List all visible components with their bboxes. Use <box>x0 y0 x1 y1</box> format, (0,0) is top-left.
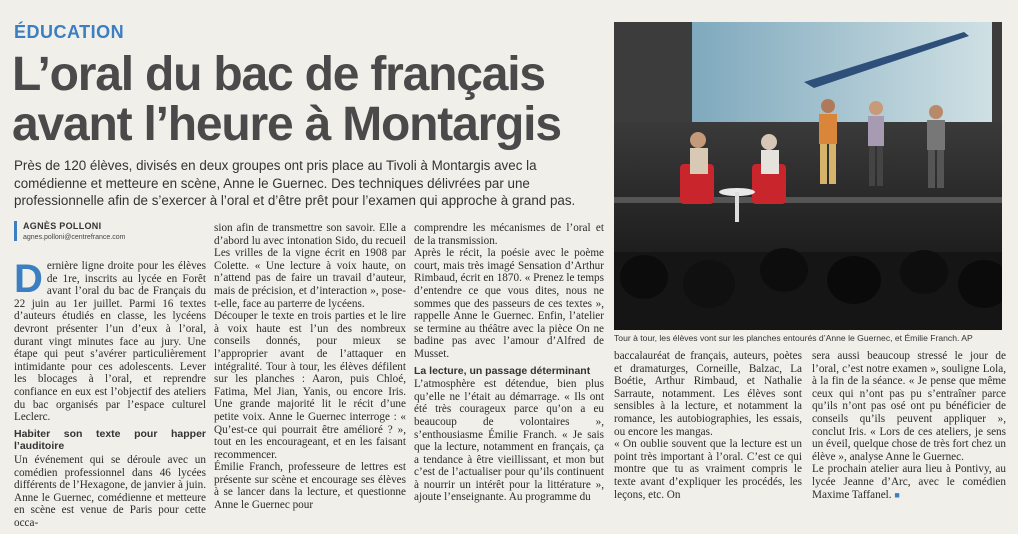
body-paragraph: Découper le texte en trois parties et le lire à voix haute est l’un des nombreux conseils donnés, pour mieux se l’approprier avant de l’attaquer en intégralité. Tour à tour, les élèves défilent sur les planches : Aaron, puis Chloé, Fatima, Mel Jian, Yanis, ou encore Iris. Une grande majorité lit le récit d’une petite voix. Anne le Guernec interroge : « Qu’est-ce qui pourrait être amélioré ? », tout en les encourageant, et en les faisant recommencer. <box>214 310 406 461</box>
lead-paragraph: Près de 120 élèves, divisés en deux groupes ont pris place au Tivoli à Montargis avec la comédienne et metteure en scène, Anne le Guernec. Des techniques délivrées par une professionnelle afin de s’exercer à l’oral et d’être prêt pour l’examen qui approche à grand pas. <box>14 158 576 209</box>
body-paragraph: sera aussi beaucoup stressé le jour de l’oral, c’est notre examen », souligne Lola, à la fin de la séance. « Je pense que même ceux qui n’ont pas pu s’entraîner parce qu’ils n’ont pas osé ont pu bénéficier de conseils qu’ils peuvent appliquer », conclut Iris. « Lors de ces ateliers, je sens un éveil, quelque chose de très fort chez un élève », analyse Anne le Guernec. <box>812 350 1006 463</box>
article-column-3 <box>414 222 604 532</box>
intro-paragraph: ernière ligne droite pour les élèves de 1re, inscrits au lycée en Forêt avant l’oral du bac de Français du 22 juin au 1er juillet. Parmi 16 textes d’auteurs étudiés en classe, les lycéens devront présenter l’un d’eux à l’oral, durant vingt minutes face au jury. Une étape qui peut s’avérer particulièrement intimidante pour ces adolescents. Lever les blocages à l’oral, et reprendre confiance en eux est l’objectif des ateliers du bac organisés par l’espace culturel Leclerc. <box>14 260 206 424</box>
photo-caption: Tour à tour, les élèves vont sur les planches entourés d’Anne le Guernec, et Émilie Franch. AP <box>614 333 973 343</box>
body-paragraph: sion afin de transmettre son savoir. Elle a d’abord lu avec intonation Sido, du recueil Les vrilles de la vigne écrit en 1908 par Colette. « Une lecture à voix haute, on n’attend pas de faire un travail d’auteur, mais de précision, et d’interaction », pose-t-elle, face au parterre de lycéens. <box>214 222 406 310</box>
body-paragraph: baccalauréat de français, auteurs, poètes et dramaturges, Corneille, Balzac, La Boétie, Arthur Rimbaud, et Nathalie Sarraute, notamment. Les élèves sont sensibles à la lecture, et notamment la romance, les autobiographies, les essais, ou encore les mangas. <box>614 350 802 438</box>
author-email: agnes.polloni@centrefrance.com <box>23 234 126 241</box>
body-paragraph <box>812 463 1006 501</box>
headline <box>12 50 612 150</box>
byline <box>14 221 203 241</box>
end-mark: ■ <box>894 489 900 500</box>
section-label: ÉDUCATION <box>14 22 125 42</box>
subhead-auditoire: Habiter son texte pour happer l’auditoire <box>14 427 206 453</box>
body-paragraph: Émilie Franch, professeure de lettres est présente sur scène et encourage ses élèves à se lancer dans la lecture, et questionne Anne le Guernec pour <box>214 461 406 512</box>
stage-photo-illustration <box>614 22 1002 330</box>
closing-paragraph: Le prochain atelier aura lieu à Pontivy, au lycée Jeanne d’Arc, avec le comédien Maxime Taffanel. <box>812 463 1006 501</box>
article-column-4 <box>614 350 802 532</box>
body-paragraph: L’atmosphère est détendue, bien plus qu’elle ne l’était au démarrage. « Ils ont été très courageux parce qu’on a eu beaucoup de volontaires », s’enthousiasme Émilie Franch. « Je sais que la lecture, notamment en français, ça a tendance à être vieillissant, et mon but c’est de l’actualiser pour qu’ils continuent à nourrir un intérêt pour la littérature », ajoute l’enseignante. Au programme du <box>414 378 604 504</box>
headline-line-2: avant l’heure à Montargis <box>12 98 561 151</box>
body-paragraph: Après le récit, la poésie avec le poème court, mais très imagé Sensation d’Arthur Rimbaud, écrit en 1870. « Prenez le temps d’entendre ce que vous dites, nous ne sommes que des passeurs de ces textes », rappelle Anne le Guernec. Enfin, l’atelier se termine au théâtre avec la pièce On ne badine pas avec l’amour d’Alfred de Musset. <box>414 247 604 360</box>
subhead-lecture: La lecture, un passage déterminant <box>414 364 591 377</box>
article-column-1 <box>14 260 206 532</box>
body-paragraph: Un événement qui se déroule avec un comédien professionnel dans 46 lycées différents de l’Hexagone, de janvier à juin. Anne le Guernec, comédienne et metteure en scène est venue de Paris pour cette occa- <box>14 453 206 529</box>
article-column-2 <box>214 222 406 532</box>
headline-line-1: L’oral du bac de français <box>12 48 545 101</box>
body-paragraph: comprendre les mécanismes de l’oral et de la transmission. <box>414 222 604 247</box>
author-name: AGNÈS POLLONI <box>23 221 102 231</box>
body-paragraph: « On oublie souvent que la lecture est un point très important à l’oral. C’est ce qui montre que tu as vraiment compris le texte avant d’expliquer les procédés, les leçons, etc. On <box>614 438 802 501</box>
article-column-5 <box>812 350 1006 532</box>
stage-photo <box>614 22 1002 330</box>
drop-cap: D <box>14 260 43 301</box>
